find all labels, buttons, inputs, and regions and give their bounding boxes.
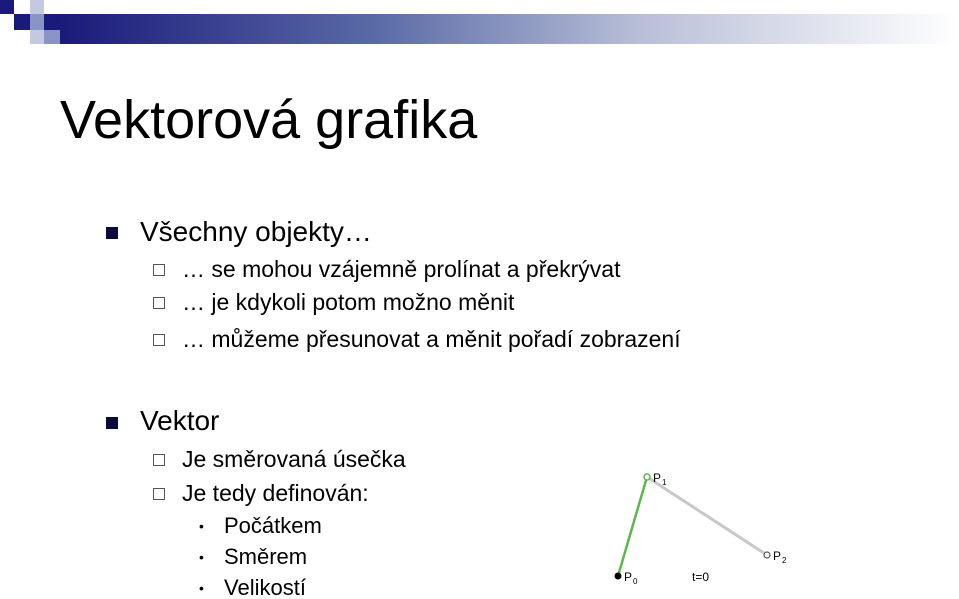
square-bullet-icon xyxy=(106,227,118,239)
label-p1-sub: 1 xyxy=(662,478,667,487)
sub-bullet-text: … můžeme přesunovat a měnit pořadí zobrazení xyxy=(182,326,681,352)
header-decor-square xyxy=(30,0,44,14)
sub-sub-bullet-text: Směrem xyxy=(224,544,308,569)
label-p0: P xyxy=(624,570,633,584)
end-point-p2 xyxy=(764,552,770,558)
dot-bullet-icon: • xyxy=(199,580,204,596)
bullet-text: Vektor xyxy=(140,405,220,436)
label-p2-sub: 2 xyxy=(782,556,787,565)
square-bullet-icon xyxy=(106,417,118,429)
sub-sub-bullet-text: Velikostí xyxy=(224,575,306,599)
header-decor-square xyxy=(44,14,60,30)
label-p0-sub: 0 xyxy=(633,577,638,586)
bullet-text: Všechny objekty… xyxy=(140,216,372,247)
sub-bullet-text: … je kdykoli potom možno měnit xyxy=(182,289,515,315)
sub-bullet-text: Je tedy definován: xyxy=(182,480,369,506)
sub-bullet-text: … se mohou vzájemně prolínat a překrývat xyxy=(182,256,621,282)
header-decor-square xyxy=(30,30,44,44)
dot-bullet-icon: • xyxy=(199,518,204,534)
green-segment xyxy=(618,477,647,576)
label-p1: P xyxy=(653,471,662,485)
label-t: t=0 xyxy=(692,570,710,584)
control-point-p1 xyxy=(644,474,650,480)
sub-bullet-text: Je směrovaná úsečka xyxy=(182,446,406,472)
gray-segment xyxy=(647,477,767,555)
header-decor-square xyxy=(14,14,30,30)
header-gradient-band xyxy=(60,14,959,44)
slide-title: Vektorová grafika xyxy=(60,90,478,150)
dot-bullet-icon: • xyxy=(199,549,204,565)
label-p2: P xyxy=(773,549,782,563)
hollow-square-bullet-icon xyxy=(153,488,165,500)
header-decor-square xyxy=(0,0,14,14)
hollow-square-bullet-icon xyxy=(153,264,165,276)
bezier-vector-figure xyxy=(600,460,800,595)
hollow-square-bullet-icon xyxy=(153,454,165,466)
header-decor-square xyxy=(30,14,44,30)
hollow-square-bullet-icon xyxy=(153,297,165,309)
sub-sub-bullet-text: Počátkem xyxy=(224,513,322,538)
header-decor-square xyxy=(44,30,60,44)
header-decor-square xyxy=(14,0,30,14)
hollow-square-bullet-icon xyxy=(153,334,165,346)
start-point-p0 xyxy=(615,573,622,580)
